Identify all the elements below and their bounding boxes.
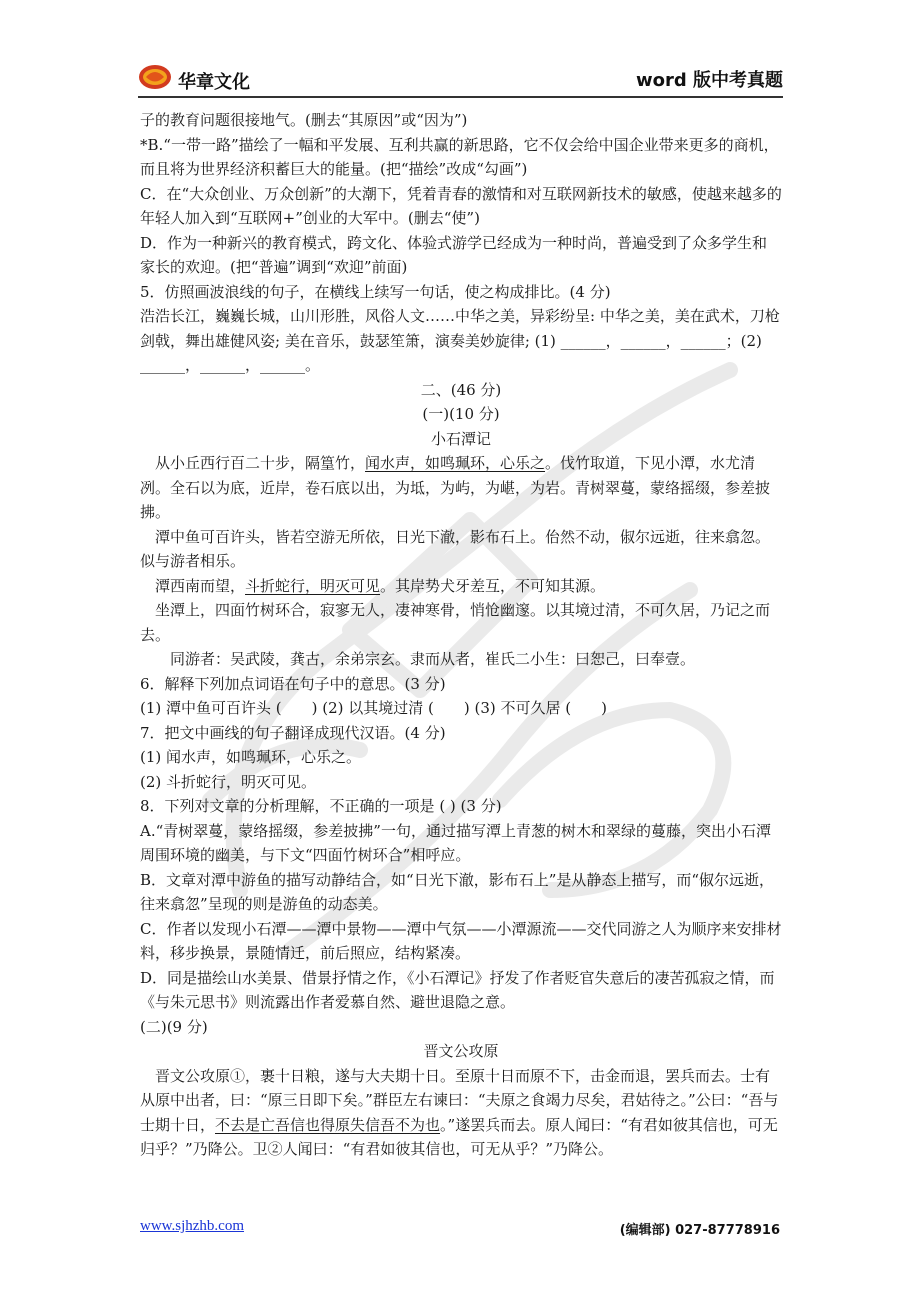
question-8-option-d: D．同是描绘山水美景、借景抒情之作，《小石潭记》抒发了作者贬官失意后的凄苦孤寂之情，而《与朱元思书》则流露出作者爱慕自然、避世退隐之意。: [140, 968, 775, 1011]
option-c: C．在“大众创业、万众创新”的大潮下，凭着青春的激情和对互联网新技术的敏感，使越来越多的年轻人加入到“互联网+”创业的大军中。(删去“使”): [140, 184, 782, 227]
passage-paragraph-4: 坐潭上，四面竹树环合，寂寥无人，凄神寒骨，悄怆幽邃。以其境过清，不可久居，乃记之而去。: [140, 601, 771, 644]
seal-logo-icon: [138, 64, 172, 90]
header-title: word 版中考真题: [635, 70, 783, 91]
subsection-heading-1: (一)(10 分): [422, 405, 500, 423]
header-divider: [138, 96, 783, 98]
question-6-items: (1) 潭中鱼可百许头 ( ) (2) 以其境过清 ( ) (3) 不可久居 ( ): [140, 699, 608, 717]
passage-paragraph-3: 潭西南而望，斗折蛇行，明灭可见。其岸势犬牙差互，不可知其源。: [155, 576, 606, 595]
question-5-text: 浩浩长江，巍巍长城，山川形胜，风俗人文……中华之美，异彩纷呈: 中华之美，美在武术，刀枪剑戟，舞出雄健风姿; 美在音乐，鼓瑟笙箫，演奏美妙旋律; (1) ______，______，______；(2) ______，______，______。: [140, 307, 780, 374]
website-link[interactable]: www.sjhzhb.com: [140, 1218, 245, 1234]
question-8-option-c: C．作者以发现小石潭——潭中景物——潭中气氛——小潭源流——交代同游之人为顺序来安排材料，移步换景，景随情迁，前后照应，结构紧凑。: [140, 919, 782, 962]
question-7-item-2: (2) 斗折蛇行，明灭可见。: [140, 772, 317, 791]
question-8: 8．下列对文章的分析理解，不正确的一项是 ( ) (3 分): [140, 797, 502, 815]
question-5: 5．仿照画波浪线的句子，在横线上续写一句话，使之构成排比。(4 分): [140, 282, 611, 301]
question-8-option-b: B．文章对潭中游鱼的描写动静结合，如“日光下澈，影布石上”是从静态上描写，而“俶尔远逝，往来翕忽”呈现的则是游鱼的动态美。: [140, 870, 775, 913]
question-8-option-a: A.“青树翠蔓，蒙络摇缀，参差披拂”一句，通过描写潭上青葱的树木和翠绿的蔓藤，突出小石潭周围环境的幽美，与下文“四面竹树环合”相呼应。: [140, 821, 771, 864]
passage-paragraph-2: 潭中鱼可百许头，皆若空游无所依，日光下澈，影布石上。佁然不动，俶尔远逝，往来翕忽。似与游者相乐。: [140, 527, 771, 570]
passage-title-1: 小石潭记: [430, 429, 491, 448]
underlined-sentence-2: 斗折蛇行，明灭可见: [245, 576, 381, 595]
question-7-item-1: (1) 闻水声，如鸣珮环，心乐之。: [140, 748, 362, 766]
document-body: [140, 108, 782, 1162]
brand-name: 华章文化: [178, 72, 250, 93]
subsection-heading-2: (二)(9 分): [140, 1017, 208, 1036]
option-a-tail: 子的教育问题很接地气。(删去“其原因”或“因为”): [140, 111, 468, 129]
passage-2-paragraph: 晋文公攻原①，裹十日粮，遂与大夫期十日。至原十日而原不下，击金而退，罢兵而去。士有从原中出者，曰：“原三日即下矣。”群臣左右谏曰：“夫原之食竭力尽矣，君姑待之。”公曰：“吾与士期十日，不去是亡吾信也得原失信吾不为也。”遂罢兵而去。原人闻曰：“有君如彼其信也，可无归乎？”乃降公。卫②人闻曰：“有君如彼其信也，可无从乎？”乃降公。: [140, 1066, 779, 1158]
underlined-sentence-3: 不去是亡吾信也得原失信吾不为也: [215, 1115, 441, 1134]
section-heading: 二、(46 分): [420, 380, 502, 399]
question-7: 7．把文中画线的句子翻译成现代汉语。(4 分): [140, 723, 446, 742]
page-header: [138, 62, 783, 96]
passage-paragraph-1: 从小丘西行百二十步，隔篁竹，闻水声，如鸣珮环，心乐之。伐竹取道，下见小潭，水尤清冽。全石以为底，近岸，卷石底以出，为坻，为屿，为嵁，为岩。青树翠蔓，蒙络摇缀，参差披拂。: [140, 454, 771, 521]
passage-paragraph-5: 同游者：吴武陵，龚古，余弟宗玄。隶而从者，崔氏二小生：曰恕己，曰奉壹。: [170, 650, 696, 668]
option-b: *B.“一带一路”描绘了一幅和平发展、互利共赢的新思路，它不仅会给中国企业带来更多的商机，而且将为世界经济积蓄巨大的能量。(把“描绘”改成“勾画”): [140, 135, 779, 178]
passage-title-2: 晋文公攻原: [423, 1042, 499, 1060]
editorial-phone: (编辑部) 027-87778916: [619, 1223, 780, 1238]
option-d: D．作为一种新兴的教育模式，跨文化、体验式游学已经成为一种时尚，普遍受到了众多学生和家长的欢迎。(把“普遍”调到“欢迎”前面): [140, 233, 768, 276]
underlined-sentence-1: 闻水声，如鸣珮环，心乐之: [365, 454, 546, 472]
question-6: 6．解释下列加点词语在句子中的意思。(3 分): [140, 674, 446, 693]
